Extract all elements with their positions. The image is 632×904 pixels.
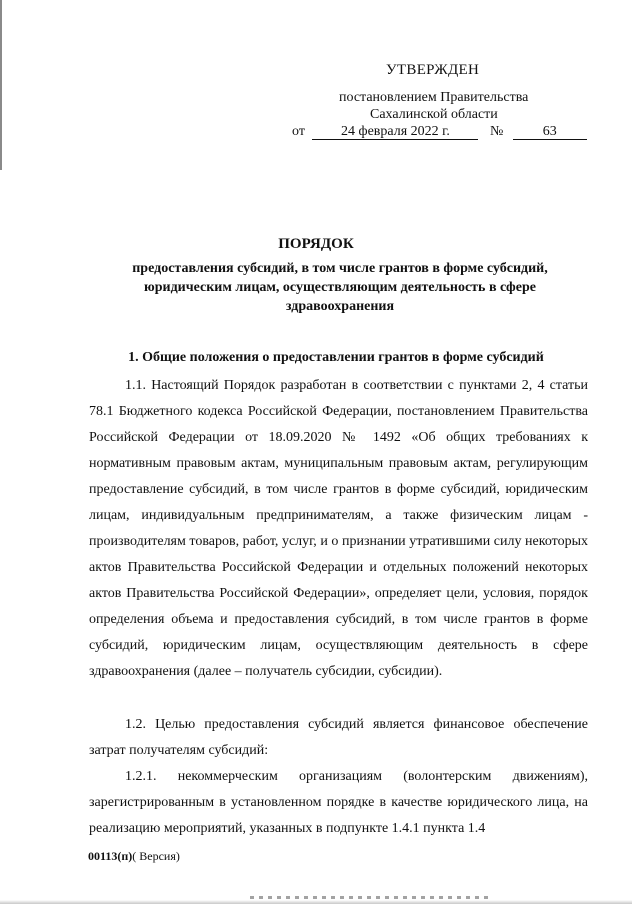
- paragraph-1-1: [89, 373, 588, 685]
- paragraph-1-2-1: [89, 764, 588, 842]
- scan-bottom-marks: [250, 896, 490, 899]
- scan-edge-shadow: [0, 0, 2, 170]
- date-from-label: от: [292, 124, 305, 139]
- footer-version: ( Версия): [132, 849, 180, 863]
- footer-code: 00113(п): [88, 849, 133, 863]
- document-subtitle: предоставления субсидий, в том числе грантов в форме субсидий, юридическим лицам, осуществляющим деятельность в сфере здравоохранения: [132, 261, 548, 314]
- document-title: ПОРЯДОК: [278, 236, 354, 252]
- section-heading: 1. Общие положения о предоставлении грантов в форме субсидий: [128, 350, 544, 365]
- paragraph-text: 1.2. Целью предоставления субсидий является финансовое обеспечение затрат получателям субсидий:: [89, 717, 588, 758]
- approval-date: 24 февраля 2022 г.: [312, 124, 478, 140]
- paragraph-text: 1.1. Настоящий Порядок разработан в соответствии с пунктами 2, 4 статьи 78.1 Бюджетного кодекса Российской Федерации, постановлением Правительства Российской Федерации от 18.09.2020 № 1492 «Об общих требованиях к нормативным правовым актам, муниципальным правовым актам, регулирующим предоставление субсидий, в том числе грантов в форме субсидий, юридическим лицам, индивидуальным предпринимателям, а также физическим лицам - производителям товаров, работ, услуг, и о признании утратившими силу некоторых актов Правительства Российской Федерации и отдельных положений некоторых актов Правительства Российской Федерации», определяет цели, условия, порядок определения объема и предоставления субсидий, в том числе грантов в форме субсидий, юридическим лицам, осуществляющим деятельность в сфере здравоохранения (далее – получатель субсидии, субсидии).: [89, 378, 588, 679]
- approval-title: УТВЕРЖДЕН: [386, 62, 480, 78]
- paragraph-1-2: [89, 712, 588, 764]
- approval-line-region: Сахалинской области: [370, 107, 498, 122]
- paragraph-text: 1.2.1. некоммерческим организациям (волонтерским движениям), зарегистрированным в установленном порядке в качестве юридического лица, на реализацию мероприятий, указанных в подпункте 1.4.1 пункта 1.4: [89, 769, 588, 836]
- number-label: №: [489, 124, 504, 139]
- approval-date-row: [292, 124, 587, 140]
- footer-version-code: [88, 849, 180, 864]
- approval-line-resolution: постановлением Правительства: [339, 90, 529, 105]
- scan-bottom-edge: [0, 900, 632, 904]
- approval-number: 63: [513, 124, 587, 140]
